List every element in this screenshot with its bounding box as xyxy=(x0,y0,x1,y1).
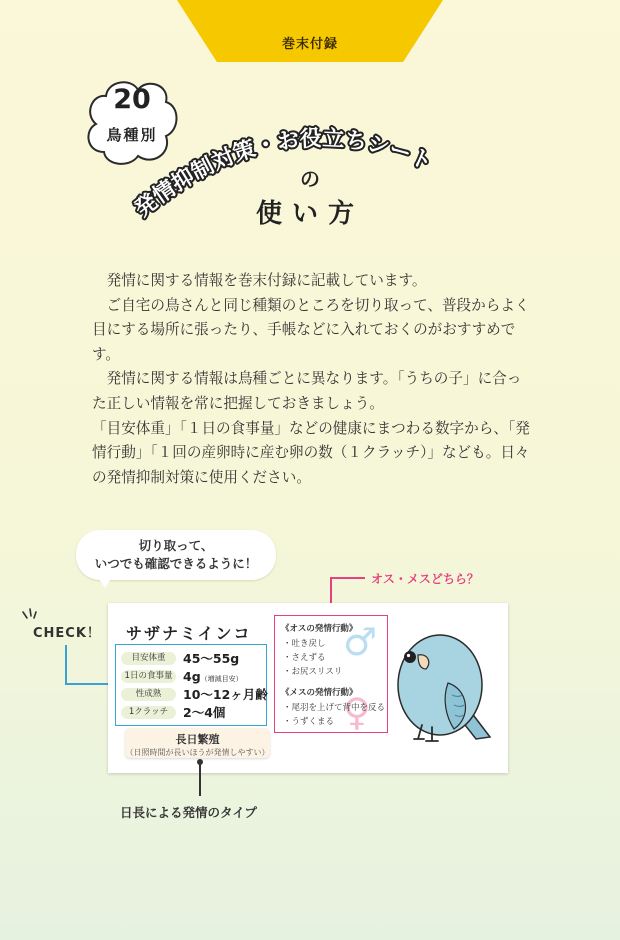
stat-label: 目安体重 xyxy=(121,652,176,665)
speech-bubble xyxy=(76,530,276,580)
female-behavior-item: ・うずくまる xyxy=(283,717,335,727)
stat-label: 性成熟 xyxy=(121,688,176,701)
stat-row xyxy=(121,651,239,665)
sparkle-icon xyxy=(20,608,38,622)
sample-card xyxy=(108,603,508,773)
badge-number: 20 xyxy=(113,84,151,115)
female-behavior-item: ・尾羽を上げて背中を反る xyxy=(283,703,386,713)
female-symbol-icon: ♀ xyxy=(343,690,371,734)
male-behavior-item: ・さえずる xyxy=(283,653,326,663)
stat-value xyxy=(183,669,243,684)
stat-label: 1クラッチ xyxy=(121,706,176,719)
stat-value-note: （増減目安） xyxy=(200,674,243,683)
stats-box xyxy=(115,644,267,726)
stat-value-number: 4g xyxy=(183,668,201,684)
day-length-badge xyxy=(125,728,270,758)
arched-title-text: 発情抑制対策・お役立ちシート xyxy=(130,126,436,223)
day-length-title: 長日繁殖 xyxy=(175,733,220,746)
male-behavior-item: ・吐き戻し xyxy=(283,639,326,649)
speech-bubble-text xyxy=(76,537,276,573)
stat-value: 2～4個 xyxy=(183,705,226,720)
header-tab-label: 巻末付録 xyxy=(281,37,338,52)
speech-bubble-tail xyxy=(96,574,114,588)
sex-question-label: オス・メスどちら？ xyxy=(371,572,479,586)
day-length-caption: 日長による発情のタイプ xyxy=(120,805,257,820)
day-length-note: （日照時間が長いほうが発情しやすい） xyxy=(125,748,270,757)
stat-row xyxy=(121,687,268,701)
body-paragraph-4: 「目安体重」「１日の食事量」などの健康にまつわる数字から、「発情行動」「１回の産卵時に産む卵の数（１クラッチ）」なども。日々の発情抑制対策に使用ください。 xyxy=(92,419,530,486)
page-title: 使い方 xyxy=(255,199,364,229)
header-tab xyxy=(177,0,443,62)
behavior-box xyxy=(274,615,388,733)
stat-value: 10～12ヶ月齢 xyxy=(183,687,268,702)
parakeet-illustration-icon xyxy=(388,625,498,747)
stat-value: 45～55g xyxy=(183,651,240,666)
stat-row xyxy=(121,705,225,719)
body-text xyxy=(92,269,532,490)
stat-label: 1日の食事量 xyxy=(121,670,176,683)
title-connector: の xyxy=(300,167,320,191)
female-behavior-heading: 《メスの発情行動》 xyxy=(281,688,358,698)
species-name: サザナミインコ xyxy=(126,624,252,643)
sex-question-line-h xyxy=(332,577,365,579)
check-connector-horizontal xyxy=(65,683,113,685)
body-paragraph-3: 発情に関する情報は鳥種ごとに異なります。「うちの子」に合った正しい情報を常に把握しておきましょう。 xyxy=(92,370,522,412)
speech-bubble-line-1: 切り取って、 xyxy=(138,538,214,553)
badge-subtitle: 鳥種別 xyxy=(106,126,158,144)
check-connector-vertical xyxy=(65,645,67,684)
male-behavior-heading: 《オスの発情行動》 xyxy=(281,624,358,634)
male-symbol-icon: ♂ xyxy=(343,620,378,664)
body-paragraph-2: ご自宅の鳥さんと同じ種類のところを切り取って、普段からよく目にする場所に張ったり、手帳などに入れておくのがおすすめです。 xyxy=(92,296,530,363)
speech-bubble-line-2: いつでも確認できるように！ xyxy=(94,556,258,571)
check-label: CHECK！ xyxy=(33,626,101,641)
male-behavior-item: ・お尻スリスリ xyxy=(283,667,343,677)
stat-row xyxy=(121,669,243,683)
body-paragraph-1: 発情に関する情報を巻末付録に記載しています。 xyxy=(106,272,427,289)
day-length-connector-line xyxy=(199,762,201,796)
